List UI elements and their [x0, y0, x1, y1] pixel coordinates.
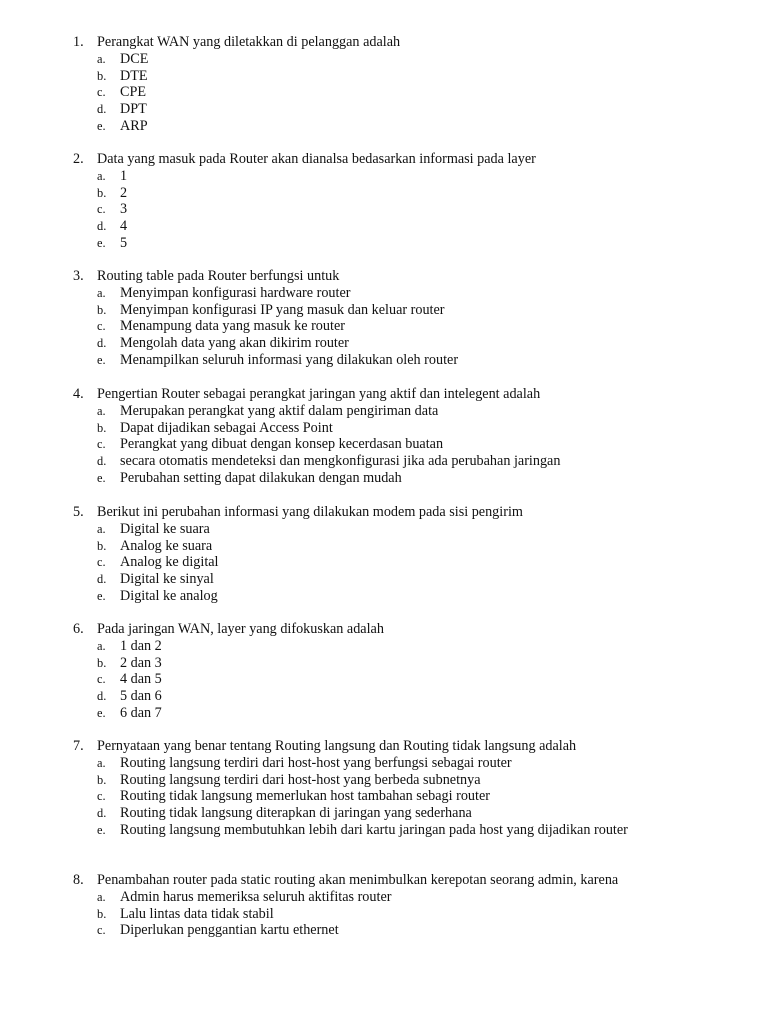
option-text: secara otomatis mendeteksi dan mengkonfigurasi jika ada perubahan jaringan: [120, 453, 561, 470]
option-letter: e.: [97, 352, 106, 367]
option-text: Diperlukan penggantian kartu ethernet: [120, 922, 339, 939]
question-number: 8.: [73, 872, 84, 888]
option-letter: d.: [97, 454, 107, 469]
option-e: [0, 352, 768, 369]
question-number: 7.: [73, 738, 84, 754]
option-text: Analog ke suara: [120, 537, 213, 554]
option-letter: d.: [97, 572, 107, 587]
option-e: [0, 470, 768, 487]
option-c: [0, 84, 768, 101]
question-number: 6.: [73, 621, 84, 637]
question-line: [0, 504, 768, 521]
option-letter: e.: [97, 822, 106, 837]
option-letter: c.: [97, 437, 106, 452]
option-text: 4 dan 5: [120, 671, 162, 688]
option-text: CPE: [120, 84, 147, 101]
question-text: Pengertian Router sebagai perangkat jaringan yang aktif dan intelegent adalah: [97, 386, 541, 402]
option-letter: a.: [97, 168, 106, 183]
option-b: [0, 538, 768, 555]
option-text: 5 dan 6: [120, 688, 162, 705]
option-letter: b.: [97, 68, 107, 83]
option-letter: a.: [97, 403, 106, 418]
question-line: [0, 386, 768, 403]
option-b: [0, 68, 768, 85]
option-letter: e.: [97, 235, 106, 250]
option-text: 1 dan 2: [120, 637, 162, 654]
option-text: Perubahan setting dapat dilakukan dengan mudah: [120, 469, 402, 486]
option-letter: c.: [97, 789, 106, 804]
option-b: [0, 655, 768, 672]
option-d: [0, 453, 768, 470]
option-text: 2: [120, 184, 128, 201]
option-letter: c.: [97, 319, 106, 334]
option-d: [0, 218, 768, 235]
question-5: [0, 504, 768, 605]
option-e: [0, 118, 768, 135]
option-c: [0, 554, 768, 571]
option-letter: e.: [97, 118, 106, 133]
option-letter: d.: [97, 806, 107, 821]
option-a: [0, 285, 768, 302]
option-text: Digital ke sinyal: [120, 571, 214, 588]
option-letter: b.: [97, 302, 107, 317]
question-line: [0, 268, 768, 285]
option-letter: b.: [97, 906, 107, 921]
option-letter: a.: [97, 755, 106, 770]
question-text: Berikut ini perubahan informasi yang dilakukan modem pada sisi pengirim: [97, 504, 523, 520]
option-letter: b.: [97, 655, 107, 670]
option-letter: a.: [97, 521, 106, 536]
question-line: [0, 151, 768, 168]
option-text: Lalu lintas data tidak stabil: [120, 905, 274, 922]
question-text: Penambahan router pada static routing akan menimbulkan kerepotan seorang admin, karena: [97, 872, 619, 888]
option-text: Perangkat yang dibuat dengan konsep kecerdasan buatan: [120, 436, 444, 453]
option-letter: c.: [97, 85, 106, 100]
option-text: Digital ke analog: [120, 587, 218, 604]
option-text: Admin harus memeriksa seluruh aktifitas router: [120, 888, 392, 905]
option-c: [0, 201, 768, 218]
question-1: [0, 34, 768, 135]
option-letter: a.: [97, 51, 106, 66]
option-b: [0, 772, 768, 789]
option-d: [0, 335, 768, 352]
question-4: [0, 386, 768, 487]
option-a: [0, 403, 768, 420]
question-text: Pada jaringan WAN, layer yang difokuskan adalah: [97, 621, 384, 637]
option-letter: b.: [97, 772, 107, 787]
question-number: 2.: [73, 151, 84, 167]
option-b: [0, 185, 768, 202]
option-text: 6 dan 7: [120, 704, 162, 721]
option-letter: e.: [97, 705, 106, 720]
option-e: [0, 235, 768, 252]
option-text: Menyimpan konfigurasi hardware router: [120, 284, 351, 301]
question-line: [0, 621, 768, 638]
option-d: [0, 571, 768, 588]
question-line: [0, 872, 768, 889]
question-2: [0, 151, 768, 252]
question-number: 5.: [73, 504, 84, 520]
option-b: [0, 906, 768, 923]
question-8: [0, 872, 768, 939]
option-text: Routing langsung terdiri dari host-host yang berfungsi sebagai router: [120, 754, 512, 771]
option-a: [0, 755, 768, 772]
option-text: 2 dan 3: [120, 654, 162, 671]
option-letter: c.: [97, 672, 106, 687]
option-text: ARP: [120, 117, 148, 134]
option-text: Merupakan perangkat yang aktif dalam pengiriman data: [120, 402, 439, 419]
option-letter: c.: [97, 923, 106, 938]
option-d: [0, 688, 768, 705]
option-text: 5: [120, 234, 128, 251]
option-letter: a.: [97, 638, 106, 653]
option-text: Dapat dijadikan sebagai Access Point: [120, 419, 333, 436]
option-text: DPT: [120, 101, 147, 118]
option-d: [0, 805, 768, 822]
option-text: Routing langsung membutuhkan lebih dari kartu jaringan pada host yang dijadikan router: [120, 821, 628, 838]
option-text: Menampung data yang masuk ke router: [120, 318, 345, 335]
option-a: [0, 51, 768, 68]
question-6: [0, 621, 768, 722]
option-a: [0, 889, 768, 906]
option-c: [0, 436, 768, 453]
option-c: [0, 922, 768, 939]
option-letter: d.: [97, 336, 107, 351]
question-number: 1.: [73, 34, 84, 50]
question-line: [0, 738, 768, 755]
option-text: Analog ke digital: [120, 554, 219, 571]
question-3: [0, 268, 768, 369]
option-letter: b.: [97, 538, 107, 553]
question-text: Routing table pada Router berfungsi untuk: [97, 268, 340, 284]
option-letter: e.: [97, 588, 106, 603]
question-7: [0, 738, 768, 839]
option-letter: e.: [97, 470, 106, 485]
question-line: [0, 34, 768, 51]
option-text: Mengolah data yang akan dikirim router: [120, 335, 349, 352]
option-a: [0, 638, 768, 655]
option-text: DTE: [120, 67, 148, 84]
question-number: 3.: [73, 268, 84, 284]
option-text: 3: [120, 201, 128, 218]
option-letter: a.: [97, 889, 106, 904]
option-letter: d.: [97, 689, 107, 704]
question-number: 4.: [73, 386, 84, 402]
option-letter: c.: [97, 202, 106, 217]
option-letter: a.: [97, 285, 106, 300]
option-c: [0, 788, 768, 805]
option-b: [0, 302, 768, 319]
option-e: [0, 822, 768, 839]
option-letter: b.: [97, 420, 107, 435]
question-text: Data yang masuk pada Router akan dianalsa bedasarkan informasi pada layer: [97, 151, 536, 167]
option-c: [0, 318, 768, 335]
question-text: Pernyataan yang benar tentang Routing langsung dan Routing tidak langsung adalah: [97, 738, 577, 754]
option-letter: d.: [97, 219, 107, 234]
option-a: [0, 521, 768, 538]
option-text: DCE: [120, 50, 149, 67]
option-a: [0, 168, 768, 185]
option-text: 4: [120, 218, 128, 235]
option-c: [0, 671, 768, 688]
option-text: Digital ke suara: [120, 520, 210, 537]
option-e: [0, 705, 768, 722]
option-d: [0, 101, 768, 118]
option-e: [0, 588, 768, 605]
option-text: Menampilkan seluruh informasi yang dilakukan oleh router: [120, 351, 459, 368]
option-letter: d.: [97, 102, 107, 117]
question-text: Perangkat WAN yang diletakkan di pelanggan adalah: [97, 34, 401, 50]
option-text: Routing tidak langsung memerlukan host tambahan sebagi router: [120, 788, 490, 805]
option-text: Menyimpan konfigurasi IP yang masuk dan keluar router: [120, 301, 445, 318]
option-letter: b.: [97, 185, 107, 200]
option-text: Routing langsung terdiri dari host-host yang berbeda subnetnya: [120, 771, 481, 788]
option-text: 1: [120, 167, 128, 184]
option-text: Routing tidak langsung diterapkan di jaringan yang sederhana: [120, 805, 472, 822]
option-b: [0, 420, 768, 437]
option-letter: c.: [97, 555, 106, 570]
